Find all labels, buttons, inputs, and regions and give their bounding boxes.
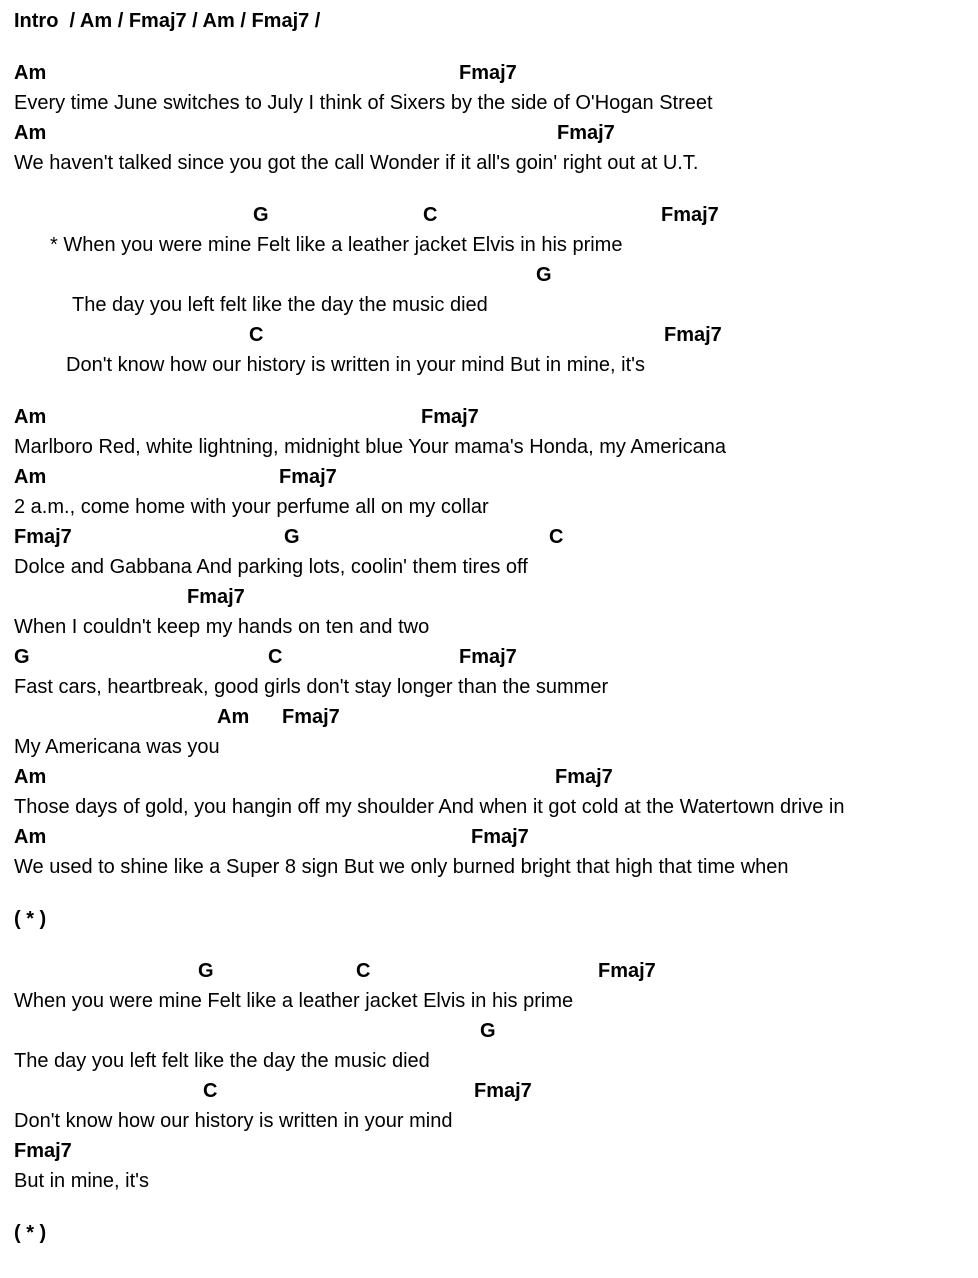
lyric-line: Fast cars, heartbreak, good girls don't stay longer than the summer — [14, 676, 609, 698]
intro-heading: Intro / Am / Fmaj7 / Am / Fmaj7 / — [14, 10, 321, 32]
chord-row — [0, 960, 978, 990]
chord-label: Fmaj7 — [282, 706, 340, 728]
chord-label: G — [14, 646, 30, 668]
chord-row — [0, 122, 978, 152]
lyric-line: Don't know how our history is written in your mind — [14, 1110, 453, 1132]
chord-label: C — [249, 324, 264, 346]
chord-label: Fmaj7 — [474, 1080, 532, 1102]
chord-label: G — [253, 204, 269, 226]
chord-row — [0, 766, 978, 796]
chord-row — [0, 526, 978, 556]
lyric-line: We used to shine like a Super 8 sign But we only burned bright that high that time when — [14, 856, 789, 878]
lyric-line: When you were mine Felt like a leather jacket Elvis in his prime — [14, 990, 574, 1012]
chord-row — [0, 586, 978, 616]
chord-label: Fmaj7 — [279, 466, 337, 488]
chord-label: Fmaj7 — [187, 586, 245, 608]
lyric-line: The day you left felt like the day the music died — [14, 1050, 430, 1072]
chord-label: Am — [14, 466, 47, 488]
chord-row — [0, 826, 978, 856]
chord-label: Fmaj7 — [598, 960, 656, 982]
chord-label: Fmaj7 — [661, 204, 719, 226]
chord-label: Am — [14, 62, 47, 84]
chord-label: G — [284, 526, 300, 548]
chord-row — [0, 62, 978, 92]
chord-row — [0, 1080, 978, 1110]
chord-row — [0, 706, 978, 736]
lyric-line: Dolce and Gabbana And parking lots, coolin' them tires off — [14, 556, 528, 578]
chord-label: Am — [217, 706, 250, 728]
lyric-line: The day you left felt like the day the music died — [72, 294, 488, 316]
lyric-line: 2 a.m., come home with your perfume all on my collar — [14, 496, 489, 518]
lyric-line: * When you were mine Felt like a leather jacket Elvis in his prime — [50, 234, 623, 256]
chord-row — [0, 1020, 978, 1050]
chord-label: C — [423, 204, 438, 226]
chord-label: C — [268, 646, 283, 668]
lyric-line: But in mine, it's — [14, 1170, 149, 1192]
lyric-line: Every time June switches to July I think of Sixers by the side of O'Hogan Street — [14, 92, 713, 114]
chord-row — [0, 406, 978, 436]
chorus-repeat-marker: ( * ) — [14, 908, 47, 930]
chord-row — [0, 204, 978, 234]
chord-label: Am — [14, 826, 47, 848]
lyric-line: Marlboro Red, white lightning, midnight blue Your mama's Honda, my Americana — [14, 436, 726, 458]
chord-label: Am — [14, 766, 47, 788]
chord-label: G — [198, 960, 214, 982]
chord-label: Fmaj7 — [14, 1140, 72, 1162]
chord-label: C — [549, 526, 564, 548]
chord-label: Fmaj7 — [459, 62, 517, 84]
chord-label: Fmaj7 — [664, 324, 722, 346]
chord-label: G — [536, 264, 552, 286]
lyric-line: My Americana was you — [14, 736, 220, 758]
chord-label: Fmaj7 — [459, 646, 517, 668]
chord-label: Fmaj7 — [555, 766, 613, 788]
chord-row — [0, 466, 978, 496]
chord-label: Fmaj7 — [421, 406, 479, 428]
chord-label: C — [356, 960, 371, 982]
lyric-line: When I couldn't keep my hands on ten and two — [14, 616, 430, 638]
chord-label: Am — [14, 122, 47, 144]
lyric-line: Those days of gold, you hangin off my shoulder And when it got cold at the Watertown drive in — [14, 796, 845, 818]
chord-label: Fmaj7 — [14, 526, 72, 548]
chord-label: G — [480, 1020, 496, 1042]
chord-row — [0, 324, 978, 354]
lyric-line: We haven't talked since you got the call Wonder if it all's goin' right out at U.T. — [14, 152, 699, 174]
chord-label: Fmaj7 — [471, 826, 529, 848]
chord-row — [0, 646, 978, 676]
lyric-line: Don't know how our history is written in your mind But in mine, it's — [66, 354, 645, 376]
chord-label: Fmaj7 — [557, 122, 615, 144]
chord-row — [0, 264, 978, 294]
chorus-repeat-marker: ( * ) — [14, 1222, 47, 1244]
chord-label: Am — [14, 406, 47, 428]
chord-row — [0, 1140, 978, 1170]
chord-label: C — [203, 1080, 218, 1102]
